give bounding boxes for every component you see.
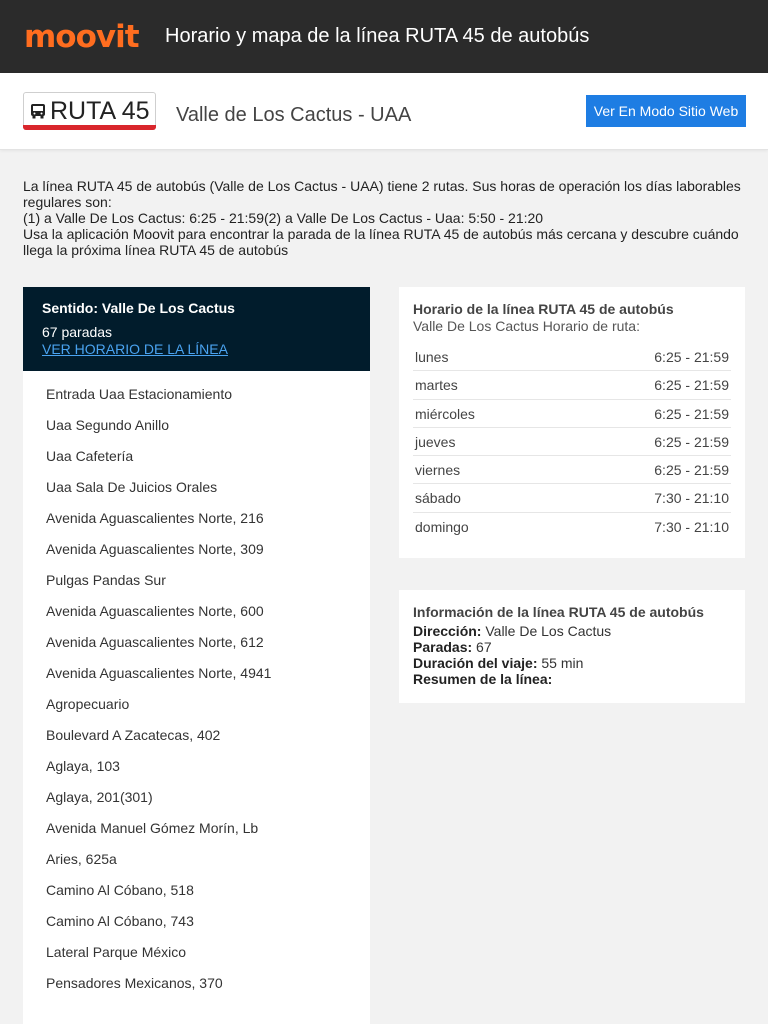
schedule-row bbox=[413, 371, 731, 399]
day-hours: 6:25 - 21:59 bbox=[654, 433, 729, 450]
info-stops bbox=[413, 639, 731, 655]
stop-item[interactable]: Uaa Cafetería bbox=[46, 448, 134, 464]
line-description bbox=[23, 178, 743, 258]
stops-card bbox=[23, 287, 370, 1024]
day-hours: 7:30 - 21:10 bbox=[654, 490, 729, 507]
route-badge bbox=[23, 92, 156, 130]
stop-item[interactable]: Pensadores Mexicanos, 370 bbox=[46, 975, 223, 991]
stop-item[interactable]: Lateral Parque México bbox=[46, 944, 187, 960]
day-name: viernes bbox=[415, 462, 461, 479]
schedule-row bbox=[413, 400, 731, 428]
moovit-logo[interactable] bbox=[24, 18, 145, 55]
stop-item[interactable]: Pulgas Pandas Sur bbox=[46, 572, 166, 588]
stop-item[interactable]: Avenida Aguascalientes Norte, 216 bbox=[46, 510, 264, 526]
duration-label: Duración del viaje: bbox=[413, 655, 538, 671]
schedule-days bbox=[413, 343, 731, 541]
info-title: Información de la línea RUTA 45 de autobús bbox=[413, 604, 704, 620]
top-bar bbox=[0, 0, 768, 73]
info-duration bbox=[413, 655, 731, 671]
stop-item[interactable]: Avenida Aguascalientes Norte, 4941 bbox=[46, 665, 272, 681]
stops-value: 67 bbox=[476, 639, 492, 655]
stop-item[interactable]: Camino Al Cóbano, 518 bbox=[46, 882, 194, 898]
summary-label: Resumen de la línea: bbox=[413, 671, 553, 687]
day-hours: 6:25 - 21:59 bbox=[654, 462, 729, 479]
day-hours: 6:25 - 21:59 bbox=[654, 405, 729, 422]
stop-item[interactable]: Agropecuario bbox=[46, 696, 130, 712]
day-name: jueves bbox=[415, 433, 456, 450]
stops-count: 67 paradas bbox=[42, 324, 113, 340]
schedule-row bbox=[413, 456, 731, 484]
stops-label: Paradas: bbox=[413, 639, 473, 655]
stops-list bbox=[23, 379, 370, 999]
day-hours: 6:25 - 21:59 bbox=[654, 349, 729, 365]
stop-item[interactable]: Uaa Segundo Anillo bbox=[46, 417, 169, 433]
day-hours: 6:25 - 21:59 bbox=[654, 377, 729, 394]
schedule-row bbox=[413, 428, 731, 456]
schedule-row bbox=[413, 343, 731, 371]
day-hours: 7:30 - 21:10 bbox=[654, 518, 729, 535]
stop-item[interactable]: Aglaya, 103 bbox=[46, 758, 120, 774]
schedule-subtitle: Valle De Los Cactus Horario de ruta: bbox=[413, 318, 640, 334]
day-name: sábado bbox=[415, 490, 461, 507]
view-schedule-link[interactable]: VER HORARIO DE LA LÍNEA bbox=[42, 341, 228, 357]
description-text-1: La línea RUTA 45 de autobús (Valle de Los Cactus - UAA) tiene 2 rutas. Sus horas de operación los días laborables regulares son: bbox=[23, 178, 741, 210]
bus-icon bbox=[29, 102, 47, 120]
stop-item[interactable]: Camino Al Cóbano, 743 bbox=[46, 913, 194, 929]
description-text-2: (1) a Valle De Los Cactus: 6:25 - 21:59(2) a Valle De Los Cactus - Uaa: 5:50 - 21:20 bbox=[23, 210, 544, 226]
day-name: martes bbox=[415, 377, 458, 394]
direction-label: Dirección: bbox=[413, 623, 482, 639]
line-name: Valle de Los Cactus - UAA bbox=[176, 104, 412, 126]
view-website-button[interactable]: Ver En Modo Sitio Web bbox=[586, 95, 746, 127]
stop-item[interactable]: Entrada Uaa Estacionamiento bbox=[46, 386, 232, 402]
duration-value: 55 min bbox=[541, 655, 584, 671]
stop-item[interactable]: Avenida Manuel Gómez Morín, Lb bbox=[46, 820, 259, 836]
schedule-row bbox=[413, 513, 731, 541]
stop-item[interactable]: Avenida Aguascalientes Norte, 309 bbox=[46, 541, 264, 557]
schedule-card bbox=[399, 287, 745, 558]
day-name: miércoles bbox=[415, 405, 475, 422]
route-badge-label: RUTA 45 bbox=[50, 96, 150, 125]
info-direction bbox=[413, 623, 731, 639]
day-name: domingo bbox=[415, 518, 469, 535]
stop-item[interactable]: Uaa Sala De Juicios Orales bbox=[46, 479, 218, 495]
stop-item[interactable]: Aries, 625a bbox=[46, 851, 117, 867]
day-name: lunes bbox=[415, 349, 449, 365]
info-card bbox=[399, 590, 745, 703]
stop-item[interactable]: Avenida Aguascalientes Norte, 612 bbox=[46, 634, 264, 650]
schedule-row bbox=[413, 484, 731, 512]
direction-header bbox=[23, 287, 370, 371]
schedule-title: Horario de la línea RUTA 45 de autobús bbox=[413, 301, 674, 317]
logo-text: moovit bbox=[24, 18, 139, 55]
page-title: Horario y mapa de la línea RUTA 45 de autobús bbox=[165, 25, 590, 47]
direction-value: Valle De Los Cactus bbox=[485, 623, 612, 639]
stop-item[interactable]: Aglaya, 201(301) bbox=[46, 789, 153, 805]
info-summary bbox=[413, 671, 731, 687]
stop-item[interactable]: Avenida Aguascalientes Norte, 600 bbox=[46, 603, 264, 619]
stop-item[interactable]: Boulevard A Zacatecas, 402 bbox=[46, 727, 221, 743]
description-text-3: Usa la aplicación Moovit para encontrar la parada de la línea RUTA 45 de autobús más cercana y descubre cuándo llega la próxima línea RUTA 45 de autobús bbox=[23, 226, 739, 258]
direction-title: Sentido: Valle De Los Cactus bbox=[42, 300, 235, 316]
